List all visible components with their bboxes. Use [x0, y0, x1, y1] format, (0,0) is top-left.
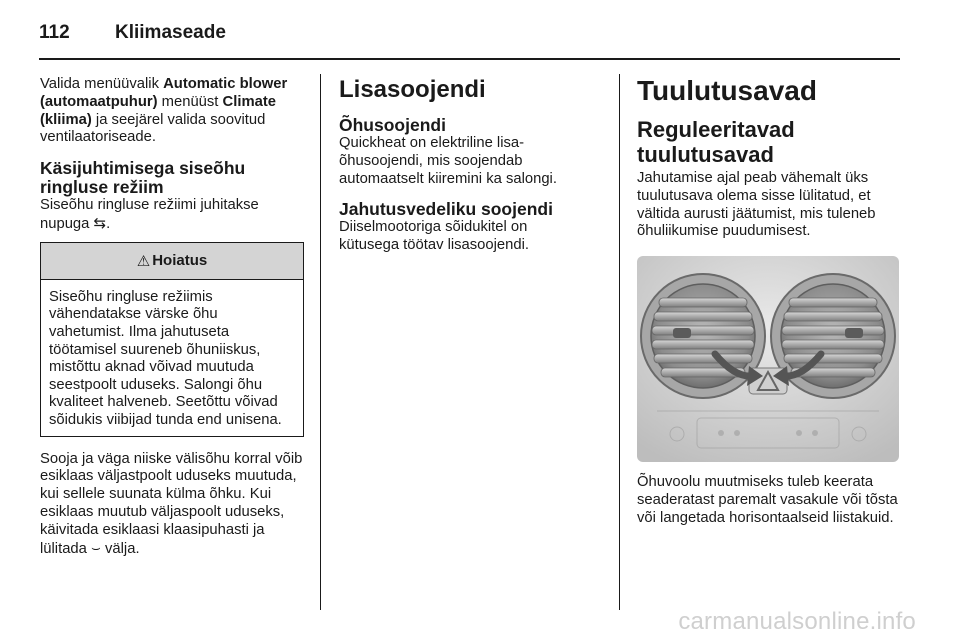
- column-2: [339, 76, 589, 255]
- intro-text-2: menüüst: [157, 93, 223, 110]
- recirculation-icon: ⇆: [93, 214, 107, 232]
- coolant-heater-heading: Jahutusvedeliku soojendi: [339, 199, 553, 220]
- warning-title: Hoiatus: [152, 252, 208, 270]
- air-vents-illustration: [637, 256, 899, 462]
- vents-intro-text: Jahutamise ajal peab vähemalt üks tuulutusava olema sisse lülitatud, et vältida aurusti jäätumist, mis tuleneb õhuliikumise puudumisest.: [637, 170, 876, 240]
- header-rule: [39, 58, 900, 60]
- vents-adjust-text: Õhuvoolu muutmiseks tuleb keerata seaderatast paremalt vasakule või tõsta või langetada horisontaalseid liistakuid.: [637, 474, 898, 526]
- warning-body: [41, 280, 303, 436]
- fogging-text: Sooja ja väga niiske välisõhu korral võib esiklaas väljastpoolt uduseks muutuda, kui sellele suunata külma õhku. Kui esiklaas muutub väljaspoolt uduseks, käivitada esiklaasi klaasipuhasti ja lülitada: [40, 450, 303, 557]
- adjustable-vents-heading: Reguleeritavad tuulutusavad: [637, 117, 795, 167]
- warning-header: [41, 243, 303, 280]
- coolant-heater-text: Diiselmootoriga sõidukitel on kütusega töötav lisasoojendi.: [339, 219, 530, 254]
- page-header: [39, 22, 226, 44]
- recirculation-heading: Käsijuhtimisega siseõhu ringluse režiim: [40, 158, 246, 198]
- warning-text: Siseõhu ringluse režiimis vähendatakse värske õhu vahetumist. Ilma jahutuseta töötamisel suureneb õhuniiskus, mistõttu aknad võivad muutuda seestpoolt uduseks. Salongi õhu kvaliteet halveneb. Seetõttu võivad sõidukis viibijad tunda end unisena.: [49, 288, 282, 428]
- air-heater-heading: Õhusoojendi: [339, 115, 446, 135]
- air-vents-title: Tuulutusavad: [637, 75, 817, 106]
- wiper-icon: ⌣: [91, 539, 101, 557]
- warning-triangle-icon: ⚠: [136, 252, 151, 270]
- intro-text-1: Valida menüüvalik: [40, 76, 164, 92]
- column-1: [40, 76, 306, 558]
- recirculation-text: Siseõhu ringluse režiimi juhitakse nupuga: [40, 197, 259, 232]
- warning-box: [40, 242, 304, 437]
- intro-paragraph: [40, 76, 306, 147]
- intro-menu-name: Climate (kliima): [40, 93, 276, 128]
- auxiliary-heater-title: Lisasoojendi: [339, 76, 486, 103]
- chapter-title: Kliimaseade: [115, 22, 226, 43]
- watermark: carmanualsonline.info: [678, 608, 916, 635]
- fogging-text-end: välja.: [105, 540, 140, 557]
- page-number: 112: [39, 22, 70, 43]
- intro-text-3: ja seejärel valida soovitud ventilaatoriseade.: [40, 111, 266, 146]
- column-divider-1: [320, 74, 321, 610]
- fogging-paragraph: [40, 451, 306, 559]
- column-3: [637, 76, 901, 528]
- column-divider-2: [619, 74, 620, 610]
- air-heater-text: Quickheat on elektriline lisa-õhusoojendi, mis soojendab automaatselt kiiremini ka salongi.: [339, 135, 557, 187]
- intro-menu-item: Automatic blower (automaatpuhur): [40, 76, 288, 110]
- recirculation-paragraph: Siseõhu ringluse režiimi juhitakse nupuga ⇆.: [40, 197, 259, 232]
